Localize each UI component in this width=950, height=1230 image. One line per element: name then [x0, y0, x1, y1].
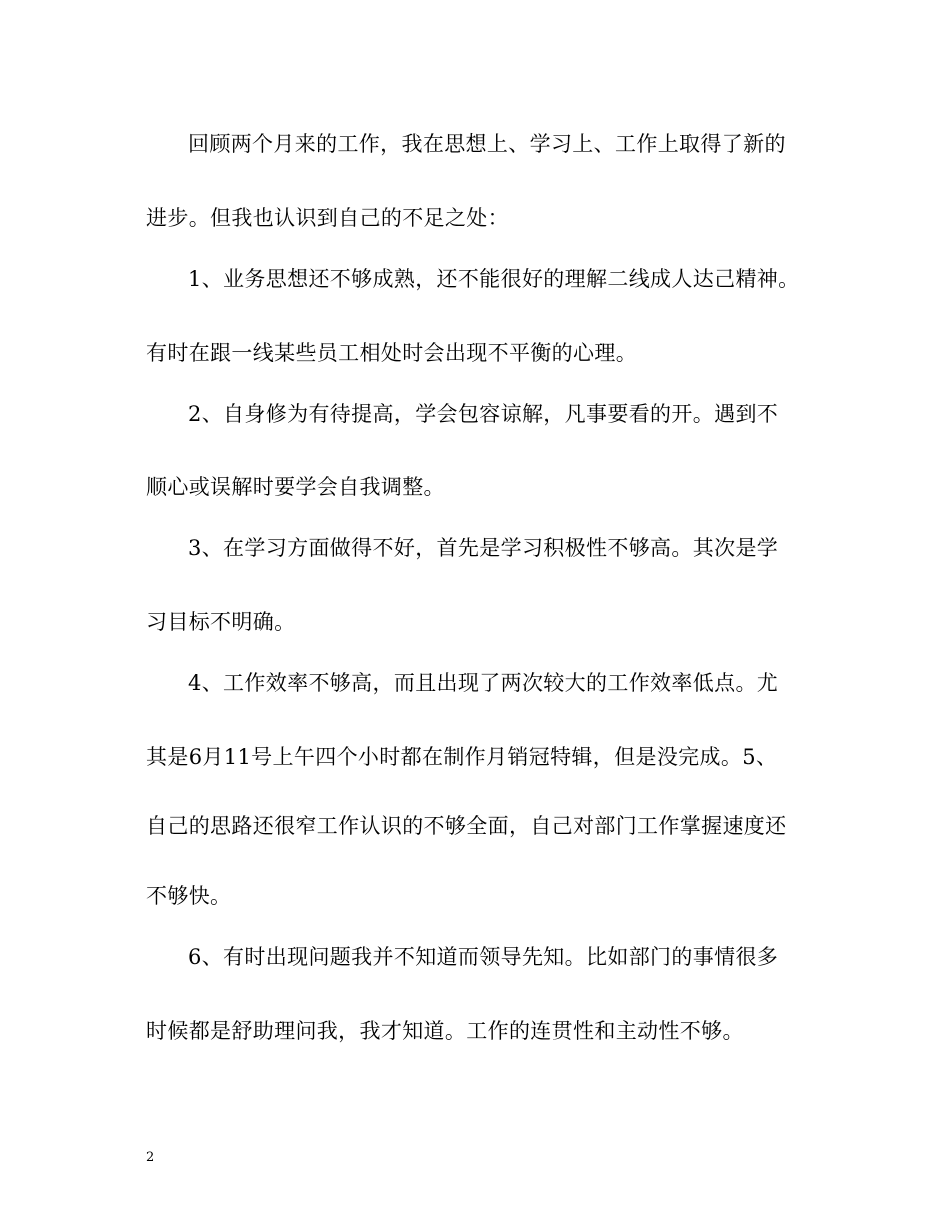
text-line: 顺心或误解时要学会自我调整。 [146, 475, 445, 499]
text-line: 进步。但我也认识到自己的不足之处： [146, 206, 509, 230]
text-line: 自己的思路还很窄工作认识的不够全面，自己对部门工作掌握速度还 [146, 814, 787, 838]
text-line: 其是6月11号上午四个小时都在制作月销冠特辑，但是没完成。5、 [146, 745, 778, 769]
text-line: 有时在跟一线某些员工相处时会出现不平衡的心理。 [146, 341, 638, 365]
text-line: 不够快。 [146, 884, 232, 908]
text-line: 6、有时出现问题我并不知道而领导先知。比如部门的事情很多 [188, 945, 779, 969]
text-line: 3、在学习方面做得不好，首先是学习积极性不够高。其次是学 [188, 536, 779, 560]
text-line: 2、自身修为有待提高，学会包容谅解，凡事要看的开。遇到不 [188, 402, 779, 426]
page-number: 2 [146, 1150, 155, 1165]
text-line: 时候都是舒助理问我，我才知道。工作的连贯性和主动性不够。 [146, 1019, 744, 1043]
text-line: 1、业务思想还不够成熟，还不能很好的理解二线成人达己精神。 [188, 267, 800, 291]
text-line: 习目标不明确。 [146, 610, 296, 634]
text-line: 4、工作效率不够高，而且出现了两次较大的工作效率低点。尤 [188, 671, 779, 695]
text-line: 回顾两个月来的工作，我在思想上、学习上、工作上取得了新的 [188, 132, 786, 156]
